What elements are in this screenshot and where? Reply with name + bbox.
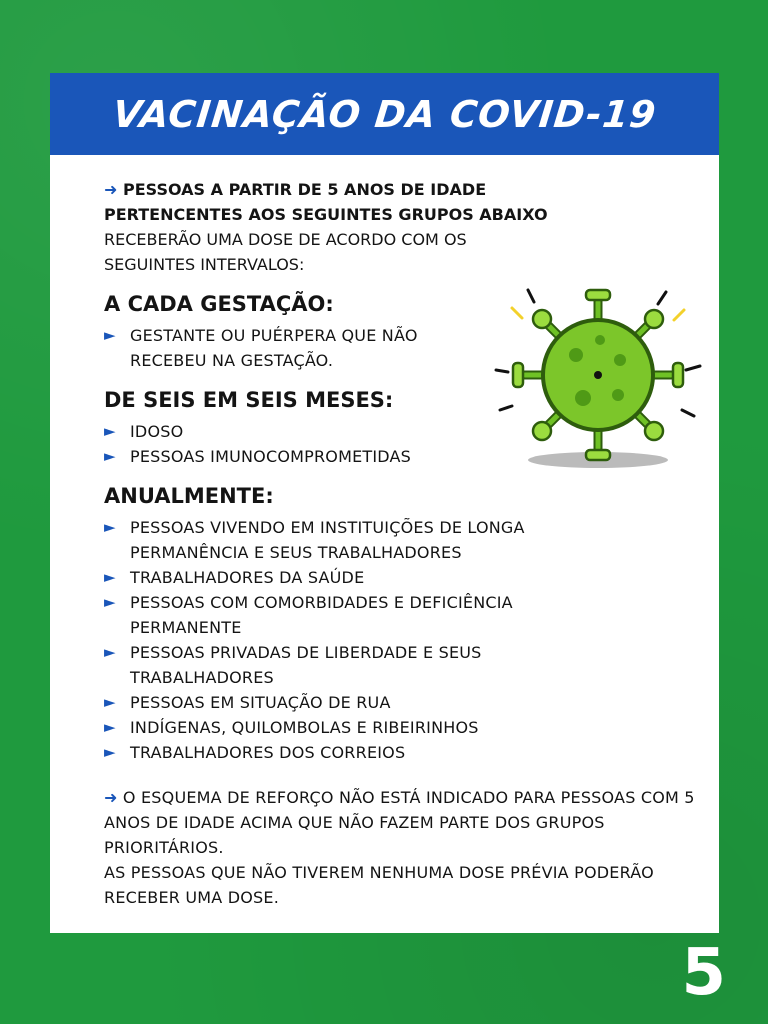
list-item: ► IDOSO [104,419,699,444]
list-item: ► PESSOAS COM COMORBIDADES E DEFICIÊNCIA PERMANENTE [104,590,584,640]
intro-text [104,177,699,277]
list-item: ► GESTANTE OU PUÉRPERA QUE NÃO RECEBEU NA GESTAÇÃO. [104,323,434,373]
header-banner [50,73,719,155]
footer-line-1: O ESQUEMA DE REFORÇO NÃO ESTÁ INDICADO PARA PESSOAS COM 5 ANOS DE IDADE ACIMA QUE NÃO FAZEM PARTE DOS GRUPOS PRIORITÁRIOS. [104,788,695,857]
list-gestacao [104,323,434,373]
section-title-anualmente: ANUALMENTE: [104,484,274,508]
triangle-bullet-icon: ► [104,568,116,586]
page-number: 5 [681,936,726,1010]
triangle-bullet-icon: ► [104,643,116,661]
section-title-seis-meses: DE SEIS EM SEIS MESES: [104,388,394,412]
list-item: ► PESSOAS VIVENDO EM INSTITUIÇÕES DE LONGA PERMANÊNCIA E SEUS TRABALHADORES [104,515,584,565]
list-seis-meses [104,419,699,469]
footer-line-2: AS PESSOAS QUE NÃO TIVEREM NENHUMA DOSE PRÉVIA PODERÃO RECEBER UMA DOSE. [104,863,654,907]
intro-line-2: PERTENCENTES AOS SEGUINTES GRUPOS ABAIXO [104,205,548,224]
triangle-bullet-icon: ► [104,447,116,465]
arrow-right-icon: ➜ [104,180,118,199]
intro-line-4: SEGUINTES INTERVALOS: [104,255,305,274]
footer-note [104,785,699,910]
page-title: VACINAÇÃO DA COVID-19 [110,92,659,136]
triangle-bullet-icon: ► [104,743,116,761]
triangle-bullet-icon: ► [104,518,116,536]
info-card [50,73,719,933]
intro-line-1: PESSOAS A PARTIR DE 5 ANOS DE IDADE [122,180,487,199]
content-body [104,177,699,910]
list-item: ► TRABALHADORES DOS CORREIOS [104,740,584,765]
list-item: ► PESSOAS EM SITUAÇÃO DE RUA [104,690,584,715]
list-anualmente [104,515,584,765]
intro-line-3: RECEBERÃO UMA DOSE DE ACORDO COM OS [104,230,467,249]
list-item: ► PESSOAS PRIVADAS DE LIBERDADE E SEUS TRABALHADORES [104,640,584,690]
triangle-bullet-icon: ► [104,718,116,736]
section-title-gestacao: A CADA GESTAÇÃO: [104,292,334,316]
triangle-bullet-icon: ► [104,422,116,440]
triangle-bullet-icon: ► [104,326,116,344]
triangle-bullet-icon: ► [104,593,116,611]
list-item: ► PESSOAS IMUNOCOMPROMETIDAS [104,444,699,469]
arrow-right-icon: ➜ [104,788,118,807]
list-item: ► TRABALHADORES DA SAÚDE [104,565,584,590]
triangle-bullet-icon: ► [104,693,116,711]
list-item: ► INDÍGENAS, QUILOMBOLAS E RIBEIRINHOS [104,715,584,740]
